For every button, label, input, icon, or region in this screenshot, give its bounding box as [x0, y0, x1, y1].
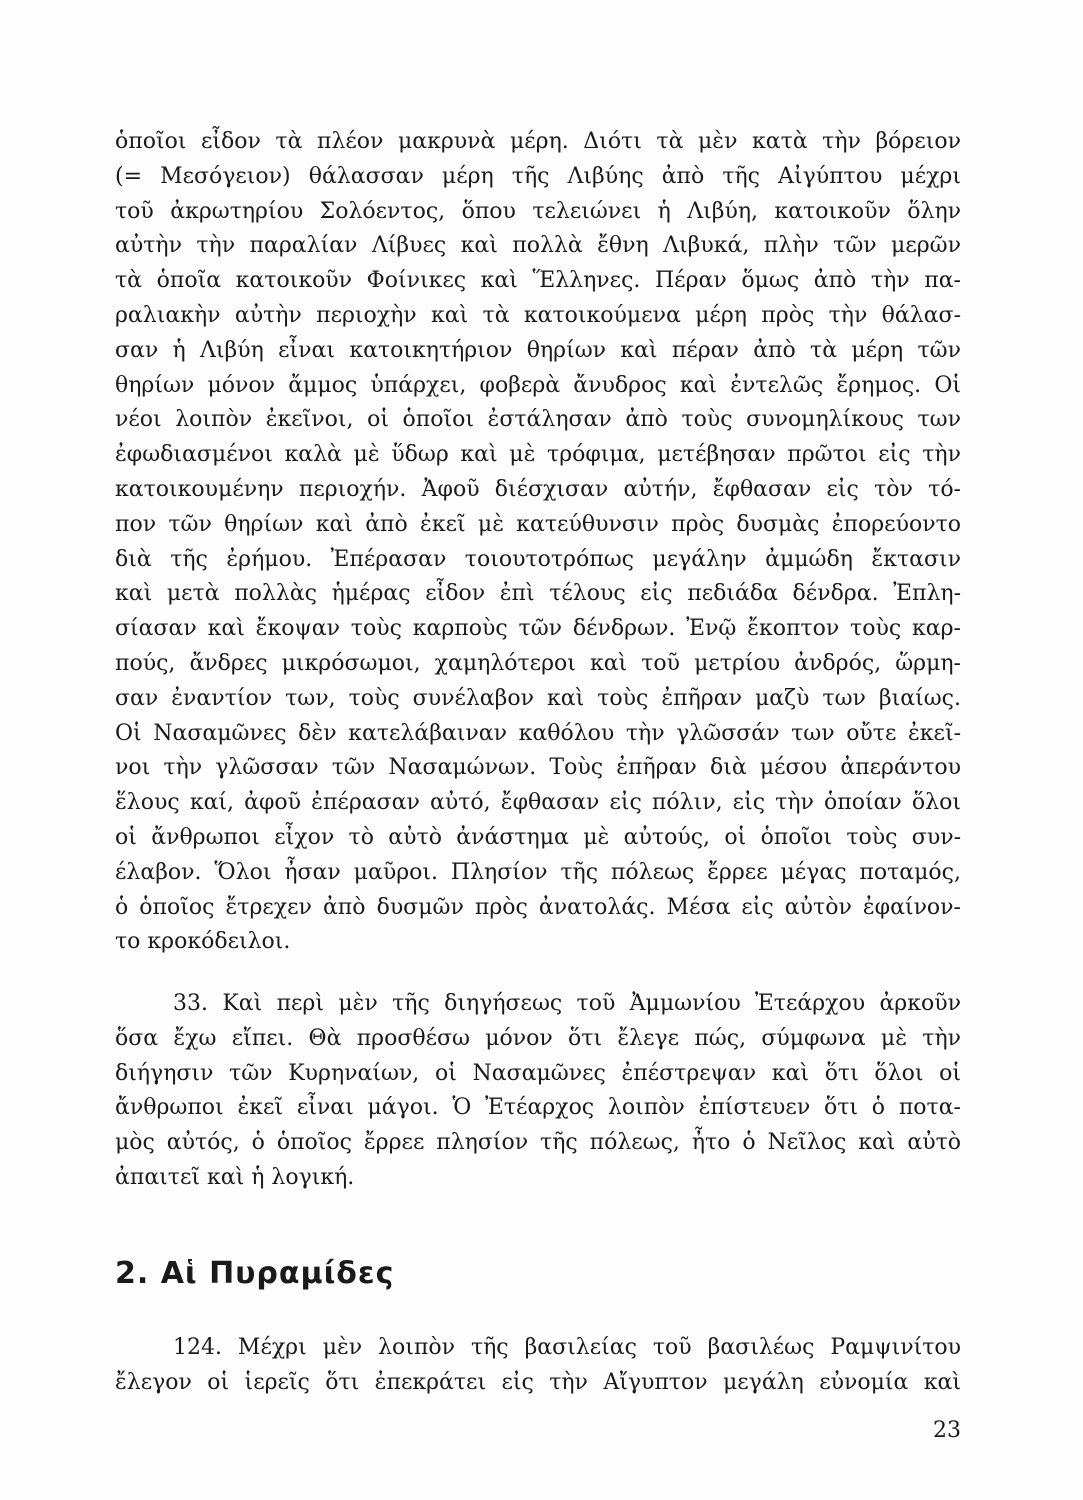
text-line: το κροκόδειλοι.	[115, 929, 291, 955]
text-line: (= Μεσόγειον) θάλασσαν μέρη τῆς Λιβύης ἀπὸ τῆς Αἰγύπτου μέχρι	[115, 163, 961, 189]
text-line: έλαβον. Ὅλοι ἦσαν μαῦροι. Πλησίον τῆς πόλεως ἔρρεε μέγας ποταμός,	[115, 859, 961, 885]
text-line: καὶ μετὰ πολλὰς ἡμέρας εἶδον ἐπὶ τέλους εἰς πεδιάδα δένδρα. Ἐπλη-	[115, 581, 961, 607]
text-line: πούς, ἄνδρες μικρόσωμοι, χαμηλότεροι καὶ τοῦ μετρίου ἀνδρός, ὥρμη-	[115, 650, 961, 676]
text-line: ὁ ὁποῖος ἔτρεχεν ἀπὸ δυσμῶν πρὸς ἀνατολάς. Μέσα εἰς αὐτὸν ἐφαίνον-	[115, 894, 961, 920]
text-line: ἔλεγον οἱ ἱερεῖς ὅτι ἐπεκράτει εἰς τὴν Αἴγυπτον μεγάλη εὐνομία καὶ	[115, 1369, 961, 1395]
section-heading: 2. Αἱ Πυραμίδες	[115, 1256, 395, 1291]
text-line: ἄνθρωποι ἐκεῖ εἶναι μάγοι. Ὁ Ἐτέαρχος λοιπὸν ἐπίστευεν ὅτι ὁ ποτα-	[115, 1095, 961, 1121]
paragraph-nasamones-journey	[115, 125, 961, 960]
text-line: ὅσα ἔχω εἴπει. Θὰ προσθέσω μόνον ὅτι ἔλεγε πώς, σύμφωνα μὲ τὴν	[115, 1025, 961, 1051]
text-line: σαν ἡ Λιβύη εἶναι κατοικητήριον θηρίων καὶ πέραν ἀπὸ τὰ μέρη τῶν	[115, 337, 961, 363]
text-line: Οἱ Νασαμῶνες δὲν κατελάβαιναν καθόλου τὴν γλῶσσάν των οὔτε ἐκεῖ-	[115, 720, 961, 746]
text-line: θηρίων μόνον ἄμμος ὑπάρχει, φοβερὰ ἄνυδρος καὶ ἐντελῶς ἔρημος. Οἱ	[115, 372, 961, 398]
text-line: ἕλους καί, ἀφοῦ ἐπέρασαν αὐτό, ἔφθασαν εἰς πόλιν, εἰς τὴν ὁποίαν ὅλοι	[115, 790, 961, 816]
text-line: νέοι λοιπὸν ἐκεῖνοι, οἱ ὁποῖοι ἐστάλησαν ἀπὸ τοὺς συνομηλίκους των	[115, 407, 961, 433]
text-line: ὁποῖοι εἶδον τὰ πλέον μακρυνὰ μέρη. Διότι τὰ μὲν κατὰ τὴν βόρειον	[115, 129, 961, 154]
text-line: 124. Μέχρι μὲν λοιπὸν τῆς βασιλείας τοῦ βασιλέως Ραμψινίτου	[173, 1335, 961, 1360]
text-line: διὰ τῆς ἐρήμου. Ἐπέρασαν τοιουτοτρόπως μεγάλην ἀμμώδη ἔκτασιν	[115, 546, 961, 572]
text-line: σαν ἐναντίον των, τοὺς συνέλαβον καὶ τοὺς ἐπῆραν μαζὺ των βιαίως.	[115, 685, 961, 711]
text-line: ἐφωδιασμένοι καλὰ μὲ ὕδωρ καὶ μὲ τρόφιμα, μετέβησαν πρῶτοι εἰς τὴν	[115, 442, 961, 468]
paragraph-124	[115, 1331, 961, 1401]
text-line: 33. Καὶ περὶ μὲν τῆς διηγήσεως τοῦ Ἀμμωνίου Ἐτεάρχου ἀρκοῦν	[173, 991, 961, 1016]
text-line: πον τῶν θηρίων καὶ ἀπὸ ἐκεῖ μὲ κατεύθυνσιν πρὸς δυσμὰς ἐπορεύοντο	[115, 511, 961, 537]
text-line: τὰ ὁποῖα κατοικοῦν Φοίνικες καὶ Ἕλληνες. Πέραν ὅμως ἀπὸ τὴν πα-	[115, 268, 961, 294]
text-line: ἀπαιτεῖ καὶ ἡ λογική.	[115, 1164, 355, 1190]
text-line: τοῦ ἀκρωτηρίου Σολόεντος, ὅπου τελειώνει ἡ Λιβύη, κατοικοῦν ὅλην	[115, 198, 961, 224]
text-line: σίασαν καὶ ἔκοψαν τοὺς καρποὺς τῶν δένδρων. Ἐνῷ ἔκοπτον τοὺς καρ-	[115, 616, 961, 642]
text-line: αὐτὴν τὴν παραλίαν Λίβυες καὶ πολλὰ ἔθνη Λιβυκά, πλὴν τῶν μερῶν	[115, 233, 961, 259]
text-line: ραλιακὴν αὐτὴν περιοχὴν καὶ τὰ κατοικούμενα μέρη πρὸς τὴν θάλασ-	[115, 302, 961, 328]
text-line: κατοικουμένην περιοχήν. Ἀφοῦ διέσχισαν αὐτήν, ἔφθασαν εἰς τὸν τό-	[115, 476, 961, 502]
text-line: μὸς αὐτός, ὁ ὁποῖος ἔρρεε πλησίον τῆς πόλεως, ἦτο ὁ Νεῖλος καὶ αὐτὸ	[115, 1130, 961, 1156]
paragraph-33	[115, 987, 961, 1196]
text-line: διήγησιν τῶν Κυρηναίων, οἱ Νασαμῶνες ἐπέστρεψαν καὶ ὅτι ὅλοι οἱ	[115, 1060, 961, 1086]
text-line: νοι τὴν γλῶσσαν τῶν Νασαμώνων. Τοὺς ἐπῆραν διὰ μέσου ἀπεράντου	[115, 755, 961, 781]
text-line: οἱ ἄνθρωποι εἶχον τὸ αὐτὸ ἀνάστημα μὲ αὐτούς, οἱ ὁποῖοι τοὺς συν-	[115, 824, 961, 850]
page-number: 23	[933, 1418, 961, 1443]
